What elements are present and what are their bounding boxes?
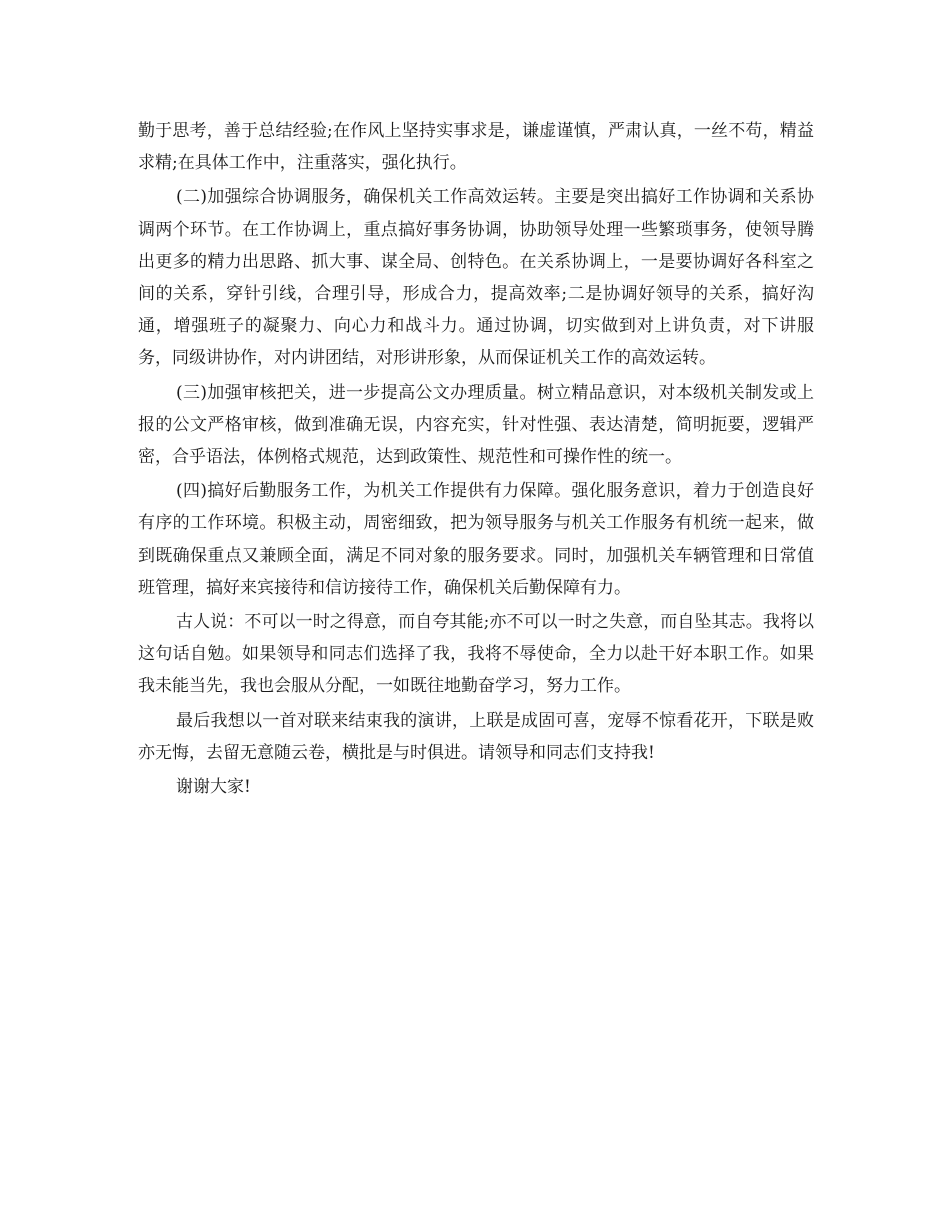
paragraph-couplet: 最后我想以一首对联来结束我的演讲，上联是成固可喜，宠辱不惊看花开，下联是败亦无悔，去留无意随云卷，横批是与时俱进。请领导和同志们支持我!	[138, 710, 814, 763]
paragraph-quote: 古人说：不可以一时之得意，而自夸其能;亦不可以一时之失意，而自坠其志。我将以这句话自勉。如果领导和同志们选择了我，我将不辱使命，全力以赴干好本职工作。如果我未能当先，我也会服从分配，一如既往地勤奋学习，努力工作。	[138, 612, 814, 697]
paragraph-section-3: (三)加强审核把关，进一步提高公文办理质量。树立精品意识，对本级机关制发或上报的公文严格审核，做到准确无误，内容充实，针对性强、表达清楚，简明扼要，逻辑严密，合乎语法，体例格式规范，达到政策性、规范性和可操作性的统一。	[138, 382, 814, 468]
paragraph-section-4: (四)搞好后勤服务工作，为机关工作提供有力保障。强化服务意识，着力于创造良好有序的工作环境。积极主动，周密细致，把为领导服务与机关工作服务有机统一起来，做到既确保重点又兼顾全面，满足不同对象的服务要求。同时，加强机关车辆管理和日常值班管理，搞好来宾接待和信访接待工作，确保机关后勤保障有力。	[138, 481, 814, 598]
paragraph-continuation: 勤于思考，善于总结经验;在作风上坚持实事求是，谦虚谨慎，严肃认真，一丝不苟，精益求精;在具体工作中，注重落实，强化执行。	[138, 121, 814, 174]
document-body	[138, 115, 814, 805]
paragraph-section-2: (二)加强综合协调服务，确保机关工作高效运转。主要是突出搞好工作协调和关系协调两个环节。在工作协调上，重点搞好事务协调，协助领导处理一些繁琐事务，使领导腾出更多的精力出思路、抓大事、谋全局、创特色。在关系协调上，一是要协调好各科室之间的关系，穿针引线，合理引导，形成合力，提高效率;二是协调好领导的关系，搞好沟通，增强班子的凝聚力、向心力和战斗力。通过协调，切实做到对上讲负责，对下讲服务，同级讲协作，对内讲团结，对形讲形象，从而保证机关工作的高效运转。	[138, 187, 814, 369]
paragraph-thanks: 谢谢大家!	[176, 777, 251, 798]
